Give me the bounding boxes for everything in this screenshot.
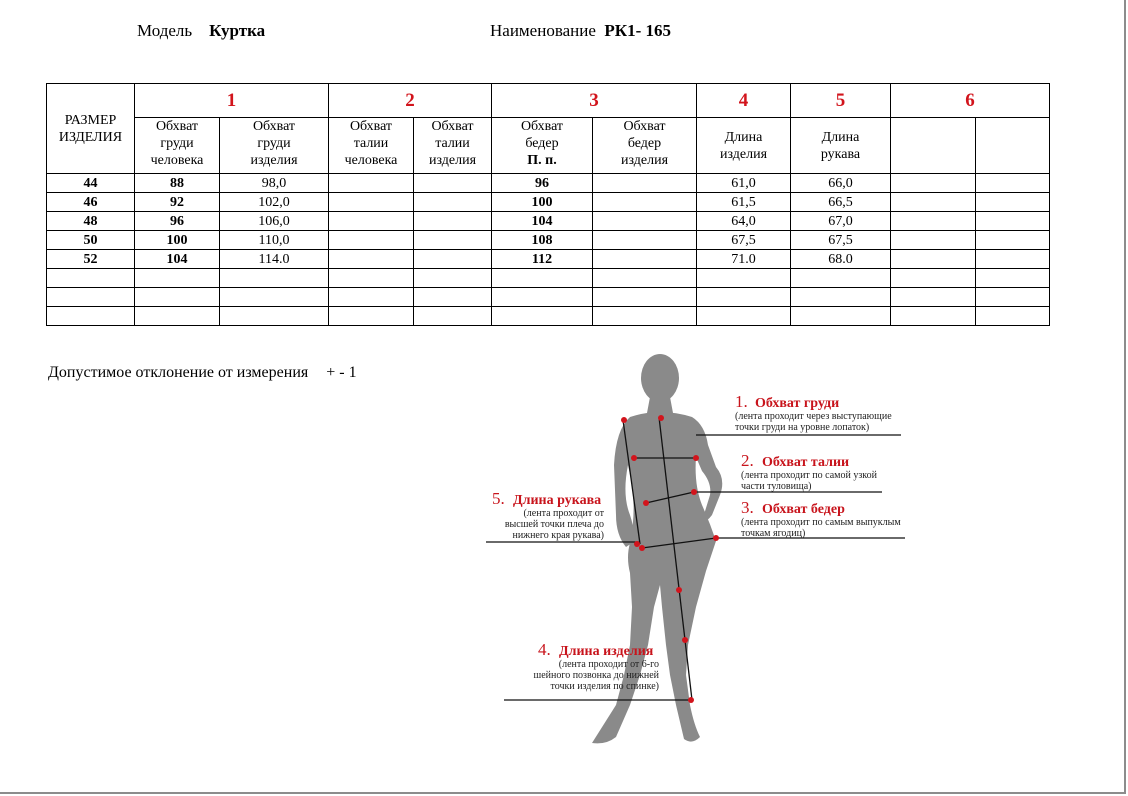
name-label: Наименование (490, 21, 596, 40)
table-row (47, 307, 1050, 326)
table-cell (891, 269, 976, 288)
table-row (47, 174, 1050, 193)
group-number-row (47, 84, 1050, 118)
subheader-text: изделия (428, 153, 477, 168)
size-header-line-2: ИЗДЕЛИЯ (58, 129, 123, 145)
table-cell (329, 288, 414, 307)
table-cell (976, 193, 1050, 212)
table-cell (791, 288, 891, 307)
table-cell: 64,0 (697, 212, 791, 231)
subheader-text: Обхват (431, 119, 474, 134)
table-cell (135, 307, 220, 326)
table-cell: 108 (492, 231, 593, 250)
subheader-text: рукава (820, 146, 861, 162)
table-cell (891, 307, 976, 326)
group-number-2: 2 (329, 84, 492, 118)
table-cell (891, 193, 976, 212)
table-cell (697, 288, 791, 307)
table-cell (976, 174, 1050, 193)
table-cell: 48 (47, 212, 135, 231)
table-cell (697, 307, 791, 326)
table-cell: 96 (492, 174, 593, 193)
legend-hips-desc: (лента проходит по самым выпуклым (741, 517, 901, 528)
legend-sleeve-desc: нижнего края рукава) (512, 530, 604, 541)
table-cell (593, 174, 697, 193)
table-cell: 61,0 (697, 174, 791, 193)
table-cell (976, 231, 1050, 250)
legend-hips-desc: точкам ягодиц) (741, 528, 806, 539)
legend-length-desc: точки изделия по спинке) (550, 681, 659, 692)
table-cell: 44 (47, 174, 135, 193)
size-header-cell (47, 84, 135, 174)
legend-length-number: 4. (538, 640, 551, 659)
table-cell: 46 (47, 193, 135, 212)
measurement-figure (480, 345, 930, 750)
subheader-text: Обхват (155, 119, 199, 134)
table-cell (976, 250, 1050, 269)
table-cell (492, 269, 593, 288)
size-header-line-1: РАЗМЕР (64, 112, 117, 128)
table-cell: 67,5 (697, 231, 791, 250)
table-cell (414, 288, 492, 307)
table-cell (135, 288, 220, 307)
table-cell (492, 288, 593, 307)
subheader-text: бедер (627, 136, 662, 151)
legend-sleeve-number: 5. (492, 489, 505, 508)
subheader-chest-garment (220, 118, 329, 174)
subheader-waist-person (329, 118, 414, 174)
legend-sleeve-desc: (лента проходит от (523, 508, 604, 519)
table-cell (329, 269, 414, 288)
table-cell (593, 269, 697, 288)
subheader-garment-length (697, 118, 791, 174)
legend-hips-title: Обхват бедер (762, 502, 845, 517)
tolerance-value: + - 1 (326, 364, 357, 381)
model-value: Куртка (209, 21, 266, 40)
table-cell (891, 250, 976, 269)
table-cell (329, 193, 414, 212)
legend-hips (741, 498, 901, 539)
group-number-6: 6 (891, 84, 1050, 118)
subheader-text: изделия (719, 146, 768, 162)
table-cell (414, 250, 492, 269)
table-cell (593, 288, 697, 307)
table-cell (593, 193, 697, 212)
tolerance-label: Допустимое отклонение от измерения (48, 364, 309, 381)
name-value: РК1- 165 (604, 21, 672, 40)
legend-sleeve-desc: высшей точки плеча до (504, 519, 604, 530)
table-row (47, 193, 1050, 212)
table-cell (492, 307, 593, 326)
legend-length-title: Длина изделия (559, 644, 654, 659)
table-cell (47, 269, 135, 288)
subheader-text: Длина (821, 129, 860, 145)
subheader-row (47, 118, 1050, 174)
legend-waist-desc: части туловища) (741, 481, 812, 492)
legend-length-desc: (лента проходит от 6-го (558, 659, 659, 670)
legend-hips-number: 3. (741, 498, 754, 517)
subheader-empty (976, 118, 1050, 174)
subheader-text: человека (344, 153, 398, 168)
subheader-text: Обхват (349, 119, 393, 134)
subheader-text: Обхват (623, 119, 666, 134)
table-cell: 100 (135, 231, 220, 250)
table-cell: 104 (492, 212, 593, 231)
subheader-text: Обхват (252, 119, 296, 134)
table-cell (47, 307, 135, 326)
legend-chest-desc: точки груди на уровне лопаток) (735, 422, 870, 433)
table-cell (791, 269, 891, 288)
table-cell: 50 (47, 231, 135, 250)
subheader-waist-garment (414, 118, 492, 174)
subheader-empty (891, 118, 976, 174)
table-cell (593, 231, 697, 250)
subheader-text: П. п. (527, 153, 557, 168)
table-cell (976, 269, 1050, 288)
table-cell (414, 269, 492, 288)
table-cell (220, 288, 329, 307)
table-cell (135, 269, 220, 288)
table-cell (891, 231, 976, 250)
legend-length-desc: шейного позвонка до нижней (533, 670, 659, 681)
table-row (47, 231, 1050, 250)
table-cell (220, 307, 329, 326)
table-cell (414, 174, 492, 193)
legend-chest-title: Обхват груди (755, 396, 840, 411)
legend-waist-desc: (лента проходит по самой узкой (741, 470, 877, 481)
tolerance-note (48, 364, 357, 382)
subheader-text: бедер (525, 136, 559, 151)
name-header (490, 21, 671, 41)
table-row (47, 288, 1050, 307)
subheader-text: изделия (250, 153, 298, 168)
table-cell: 96 (135, 212, 220, 231)
legend-sleeve-title: Длина рукава (513, 493, 602, 508)
table-cell (414, 307, 492, 326)
legend-waist-title: Обхват талии (762, 455, 850, 470)
subheader-text: Обхват (520, 119, 564, 134)
table-cell: 71.0 (697, 250, 791, 269)
table-cell: 100 (492, 193, 593, 212)
subheader-text: груди (257, 136, 291, 151)
subheader-sleeve-length (791, 118, 891, 174)
table-row (47, 269, 1050, 288)
table-row (47, 212, 1050, 231)
table-cell (47, 288, 135, 307)
table-cell (976, 307, 1050, 326)
table-cell (593, 307, 697, 326)
model-label: Модель (137, 21, 193, 40)
table-cell: 106,0 (220, 212, 329, 231)
table-body (47, 174, 1050, 326)
table-cell (414, 212, 492, 231)
table-cell (791, 307, 891, 326)
table-cell (329, 212, 414, 231)
subheader-hips-garment (593, 118, 697, 174)
group-number-4: 4 (697, 84, 791, 118)
legend-length (534, 640, 660, 692)
legend-waist (741, 451, 878, 492)
table-cell (976, 288, 1050, 307)
table-cell (220, 269, 329, 288)
table-cell: 114.0 (220, 250, 329, 269)
subheader-text: талии (353, 136, 389, 151)
table-cell: 67,0 (791, 212, 891, 231)
table-cell (976, 212, 1050, 231)
legend-chest (735, 392, 892, 433)
size-table (46, 83, 1050, 326)
table-cell: 112 (492, 250, 593, 269)
table-cell (329, 250, 414, 269)
group-number-1: 1 (135, 84, 329, 118)
group-number-5: 5 (791, 84, 891, 118)
subheader-text: изделия (620, 153, 669, 168)
table-cell: 102,0 (220, 193, 329, 212)
table-cell: 67,5 (791, 231, 891, 250)
table-cell: 61,5 (697, 193, 791, 212)
table-cell (329, 231, 414, 250)
model-header (137, 21, 265, 41)
table-cell (891, 174, 976, 193)
subheader-text: талии (435, 136, 470, 151)
table-cell (414, 231, 492, 250)
table-cell (593, 250, 697, 269)
table-cell: 110,0 (220, 231, 329, 250)
legend-chest-desc: (лента проходит через выступающие (735, 411, 892, 422)
table-cell: 68.0 (791, 250, 891, 269)
legend-sleeve (492, 489, 605, 541)
table-cell: 92 (135, 193, 220, 212)
table-cell (697, 269, 791, 288)
subheader-text: груди (160, 136, 194, 151)
table-cell: 66,5 (791, 193, 891, 212)
legend-chest-number: 1. (735, 392, 748, 411)
subheader-chest-person (135, 118, 220, 174)
legend-waist-number: 2. (741, 451, 754, 470)
table-cell (891, 288, 976, 307)
table-cell: 66,0 (791, 174, 891, 193)
table-cell (329, 174, 414, 193)
table-cell (891, 212, 976, 231)
table-cell (414, 193, 492, 212)
table-cell (593, 212, 697, 231)
subheader-hips-pp (492, 118, 593, 174)
table-row (47, 250, 1050, 269)
table-cell: 52 (47, 250, 135, 269)
group-number-3: 3 (492, 84, 697, 118)
subheader-text: Длина (724, 129, 763, 145)
subheader-text: человека (150, 153, 204, 168)
table-cell (329, 307, 414, 326)
table-cell: 98,0 (220, 174, 329, 193)
table-cell: 88 (135, 174, 220, 193)
table-cell: 104 (135, 250, 220, 269)
